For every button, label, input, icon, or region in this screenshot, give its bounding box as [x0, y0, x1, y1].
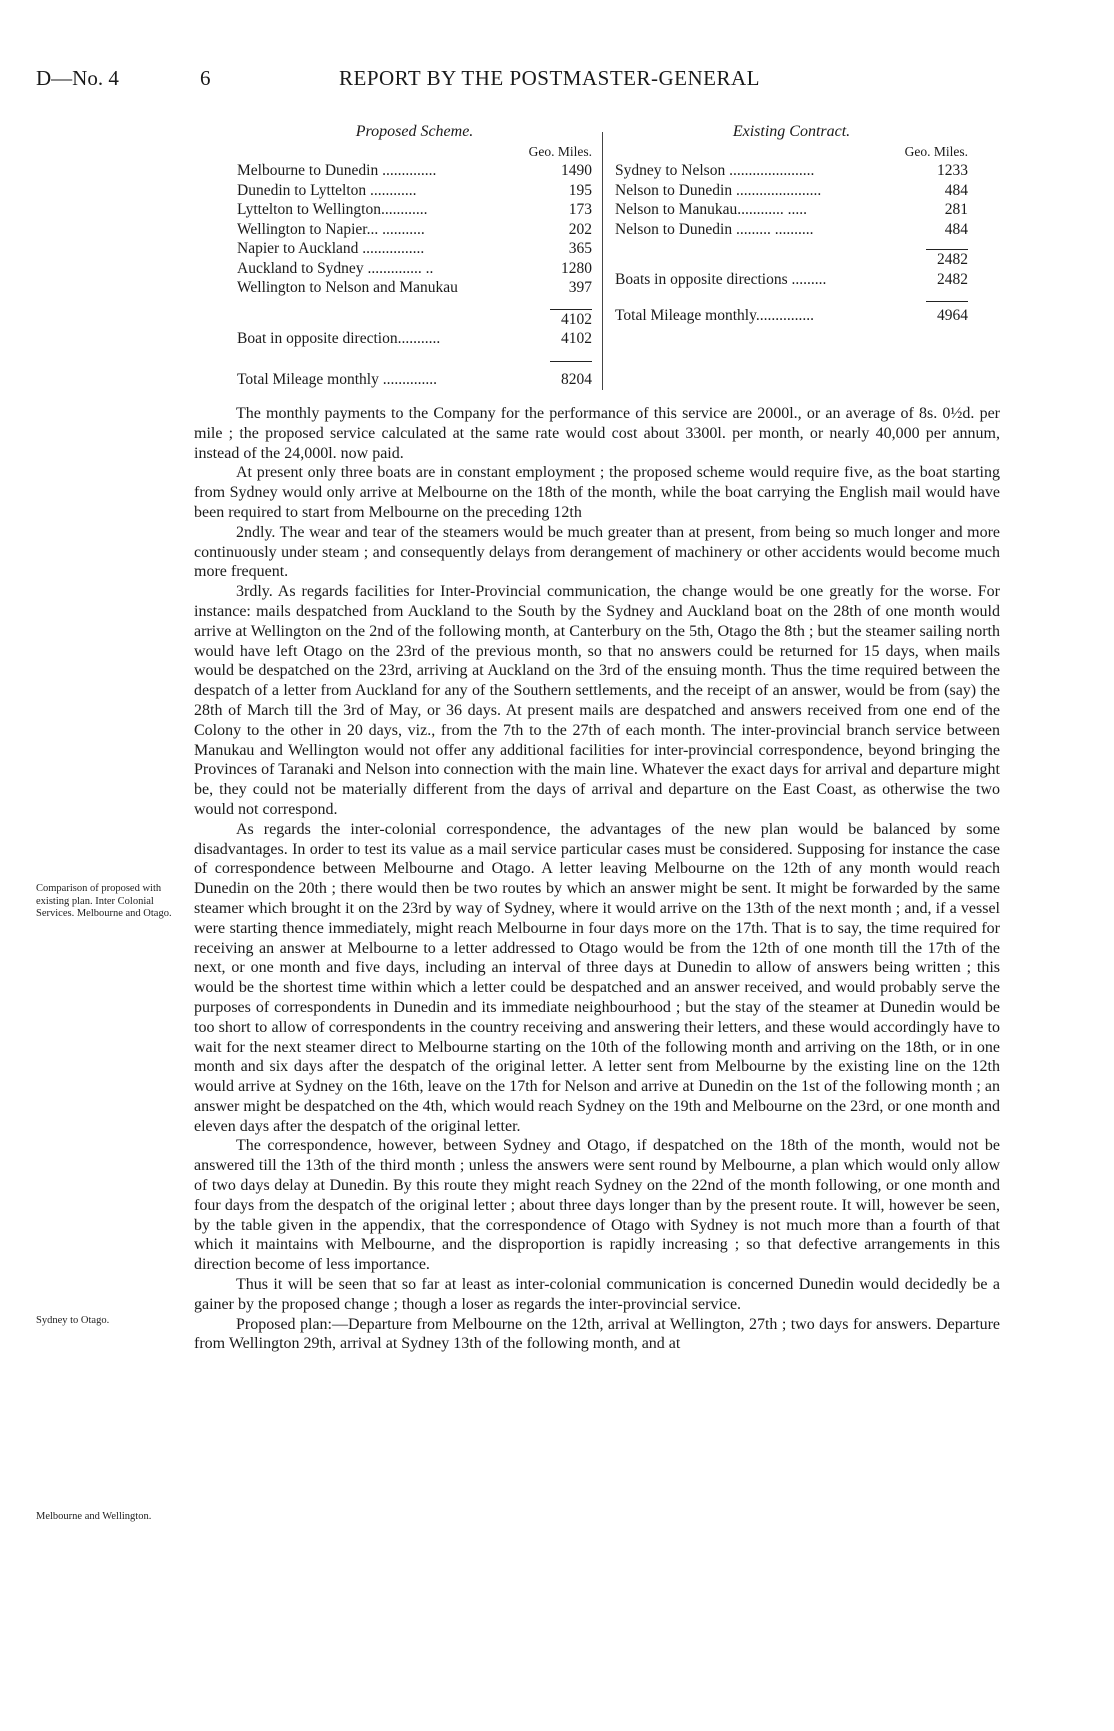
route-label: Wellington to Napier... ........... [237, 220, 425, 238]
miles-value: 281 [944, 201, 968, 218]
route-label: Nelson to Dunedin ...................... [615, 181, 822, 199]
paragraph: Proposed plan:—Departure from Melbourne on the 12th, arrival at Wellington, 27th ; two days for answers. Departure from Wellington 29th, arrival at Sydney 13th of the following month, and at [194, 1315, 1000, 1353]
route-label: Auckland to Sydney .............. .. [237, 259, 434, 277]
miles-value: 484 [944, 181, 968, 199]
subtotal-value: 4102 [561, 310, 592, 328]
paragraph: At present only three boats are in constant employment ; the proposed scheme would require five, as the boat starting from Sydney would only arrive at Melbourne on the 18th of the month, while the boat carrying the English mail would have been required to start from Melbourne on the preceding 12th [194, 464, 1000, 521]
unit-label: Geo. Miles. [904, 143, 968, 159]
subtotal-value: 2482 [937, 251, 968, 268]
table-row [237, 239, 592, 259]
margin-note: Melbourne and Wellington. [36, 1511, 152, 1522]
table-row [615, 161, 968, 181]
paragraph: 3rdly. As regards facilities for Inter-Provincial communication, the change would be one greatly for the worse. For instance: mails despatched from Auckland to the South by the Sydney and Auckland boat on the 28th of one month would arrive at Wellington on the 2nd of the following month, at Canterbury on the 5th, Otago the 8th ; but the steamer sailing north would have left Otago on the 23rd of the previous month, so that no answers could be returned for 15 days, when mails would be despatched on the 23rd, arriving at Auckland on the 3rd of the ensuing month. Thus the time required between the despatch of a letter from Auckland for any of the Southern settlements, and the receipt of an answer, would be from (say) the 28th of March till the 3rd of May, or 36 days. At present mails are despatched and answers received from one end of the Colony to the other in 20 days, viz., from the 7th to the 27th of each month. The inter-provincial branch service between Manukau and Wellington would not offer any additional facilities for inter-provincial correspondence, beyond bringing the Provinces of Taranaki and Nelson into connection with the main line. Whatever the exact days for arrival and departure might be, they could not be materially different from the days of arrival and departure on the East Coast, as otherwise the two would not correspond. [194, 583, 1000, 818]
route-label: Melbourne to Dunedin .............. [237, 162, 437, 179]
document-number: D—No. 4 [36, 66, 119, 90]
table-row [237, 220, 592, 240]
table-row [237, 161, 592, 181]
paragraph: 2ndly. The wear and tear of the steamers would be much greater than at present, from being so much longer and more continuously under steam ; and consequently delays from derangement of machinery or other accidents would become much more frequent. [194, 523, 1000, 581]
subtotal-row [237, 310, 592, 330]
total-value: 4964 [937, 307, 968, 324]
boat-row [237, 329, 592, 349]
table-caption: Proposed Scheme. [355, 123, 474, 140]
table-row [615, 200, 968, 220]
table-row [237, 181, 592, 201]
route-label: Nelson to Dunedin ......... .......... [615, 220, 814, 238]
miles-value: 195 [568, 181, 592, 199]
route-label: Wellington to Nelson and Manukau [237, 279, 458, 296]
table-row [615, 220, 968, 240]
page-number: 6 [200, 66, 211, 90]
body-text [194, 404, 1000, 1354]
boat-label: Boat in opposite direction........... [237, 330, 441, 347]
total-label: Total Mileage monthly............... [615, 307, 814, 324]
margin-note: Sydney to Otago. [36, 1315, 110, 1326]
total-row [615, 306, 968, 326]
unit-label: Geo. Miles. [528, 143, 592, 159]
boats-label: Boats in opposite directions ......... [615, 270, 827, 288]
boats-row [615, 270, 968, 290]
subtotal-row [615, 250, 968, 270]
spacer [615, 239, 968, 249]
margin-note: Comparison of proposed with existing plan. Inter Colonial Services. Melbourne and Otago. [36, 883, 172, 919]
spacer [237, 362, 592, 370]
paragraph: The monthly payments to the Company for the performance of this service are 2000l., or an average of 8s. 0½d. per mile ; the proposed service calculated at the same rate would cost about 3300l. per month, or nearly 40,000 per annum, instead of the 24,000l. now paid. [194, 405, 1000, 462]
paragraph: The correspondence, however, between Sydney and Otago, if despatched on the 18th of the month, would not be answered till the 13th of the third month ; unless the answers were sent round by Melbourne, a plan which would only allow of two days delay at Dunedin. By this route they might reach Sydney on the 22nd of the month following, or one month and four days from the despatch of the original letter ; about three days longer than by the present route. It will, however be seen, by the table given in the appendix, that the correspondence of Otago with Sydney is not much more than a fourth of that which it maintains with Melbourne, and the disproportion is rapidly increasing ; so that defective arrangements in this direction become of less importance. [194, 1137, 1000, 1274]
paragraph: Thus it will be seen that so far at least as inter-colonial communication is concerned Dunedin would decidedly be a gainer by the proposed change ; though a loser as regards the inter-provincial service. [194, 1276, 1000, 1313]
route-label: Nelson to Manukau............ ..... [615, 201, 808, 218]
miles-value: 365 [568, 240, 592, 257]
miles-value: 1280 [561, 259, 592, 277]
miles-value: 202 [568, 220, 592, 238]
miles-value: 484 [944, 220, 968, 238]
table-row [615, 181, 968, 201]
miles-value: 1233 [937, 162, 968, 179]
total-label: Total Mileage monthly .............. [237, 370, 437, 388]
spacer [237, 298, 592, 309]
existing-contract-table [615, 122, 968, 326]
page-header [0, 66, 1114, 96]
spacer [237, 349, 592, 361]
miles-value: 173 [568, 201, 592, 218]
paragraph: As regards the inter-colonial correspondence, the advantages of the new plan would be balanced by some disadvantages. In order to test its value as a mail service particular cases must be considered. Supposing for instance the case of correspondence between Melbourne and Otago. A letter leaving Melbourne on the 12th of any month would reach Dunedin on the 20th ; there would then be two routes by which an answer might be sent. It might be forwarded by the same steamer which brought it on the 23rd by way of Sydney, where it would arrive on the 13th of the next month ; and, if a vessel were starting thence immediately, might reach Melbourne in four days more on the 17th. That is to say, the time required for receiving an answer at Melbourne to a letter addressed to Otago would be from the 12th of one month till the 17th of the next, or one month and five days, including an interval of three days at Dunedin to allow of answers being written ; this would be the shortest time within which a letter could be despatched and an answer received, and would probably serve the purposes of correspondents in Dunedin and its immediate neighbourhood ; but the stay of the steamer at Dunedin would be too short to allow of correspondents in the country receiving and answering their letters, and these would accordingly have to wait for the next steamer direct to Melbourne starting on the 10th of the following month and arriving on the 18th, or in one month and six days after the despatch of the original letter. A letter sent from Melbourne by the existing line on the 12th would arrive at Sydney on the 16th, leave on the 17th for Nelson and arrive at Dunedin on the 1st of the following month ; an answer might be despatched on the 4th, which would reach Sydney on the 19th and Melbourne on the 23rd, or one month and eleven days after the despatch of the original letter. [194, 820, 1000, 1135]
route-label: Sydney to Nelson ...................... [615, 162, 815, 179]
total-value: 8204 [561, 370, 592, 388]
total-row [237, 370, 592, 390]
table-row [237, 278, 592, 298]
proposed-scheme-table [237, 122, 592, 389]
boat-value: 4102 [561, 330, 592, 347]
miles-value: 1490 [561, 162, 592, 179]
spacer [615, 289, 968, 301]
boats-value: 2482 [937, 270, 968, 288]
table-row [237, 200, 592, 220]
route-label: Napier to Auckland ................ [237, 240, 425, 257]
page-title: REPORT BY THE POSTMASTER-GENERAL [339, 66, 760, 90]
table-caption: Existing Contract. [732, 123, 851, 140]
miles-value: 397 [568, 279, 592, 296]
column-divider [602, 132, 603, 390]
route-label: Lyttelton to Wellington............ [237, 201, 428, 218]
table-row [237, 259, 592, 279]
route-label: Dunedin to Lyttelton ............ [237, 181, 417, 199]
